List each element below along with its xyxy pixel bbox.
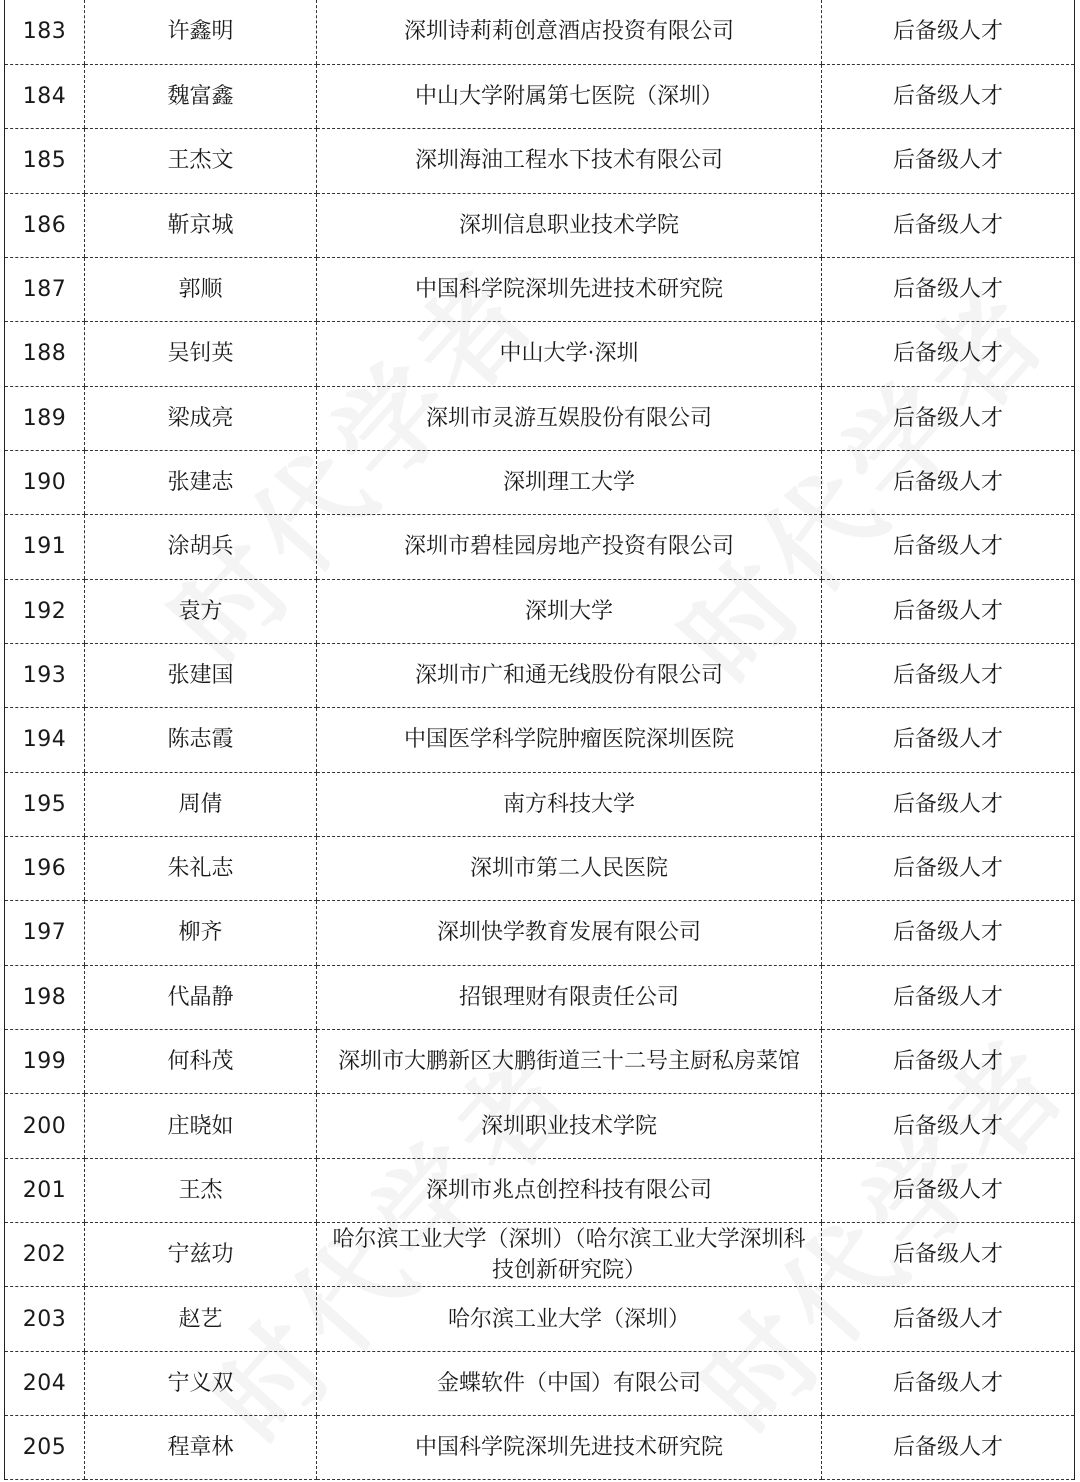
organization-cell: 金蝶软件（中国）有限公司 [317,1351,822,1415]
organization-cell: 深圳诗莉莉创意酒店投资有限公司 [317,0,822,64]
name-cell: 张建国 [85,643,317,707]
row-number-cell: 191 [5,515,85,579]
talent-level-cell: 后备级人才 [822,129,1075,193]
talent-level-cell: 后备级人才 [822,836,1075,900]
organization-cell: 深圳市灵游互娱股份有限公司 [317,386,822,450]
table-row [5,450,1075,514]
organization-cell: 深圳市第二人民医院 [317,836,822,900]
talent-level-cell: 后备级人才 [822,579,1075,643]
table-row [5,579,1075,643]
name-cell: 张建志 [85,450,317,514]
table-row [5,1287,1075,1351]
table-row [5,193,1075,257]
organization-cell: 中国科学院深圳先进技术研究院 [317,1416,822,1480]
table-row [5,64,1075,128]
name-cell: 何科茂 [85,1030,317,1094]
talent-level-cell: 后备级人才 [822,772,1075,836]
organization-cell: 哈尔滨工业大学（深圳） [317,1287,822,1351]
name-cell: 王杰文 [85,129,317,193]
row-number-cell: 192 [5,579,85,643]
name-cell: 袁方 [85,579,317,643]
talent-level-cell: 后备级人才 [822,901,1075,965]
row-number-cell: 190 [5,450,85,514]
table-row [5,836,1075,900]
organization-cell: 深圳市碧桂园房地产投资有限公司 [317,515,822,579]
table-row [5,257,1075,321]
organization-cell: 中国科学院深圳先进技术研究院 [317,257,822,321]
table-body [5,0,1075,1480]
talent-level-cell: 后备级人才 [822,1158,1075,1222]
row-number-cell: 185 [5,129,85,193]
talent-level-cell: 后备级人才 [822,643,1075,707]
name-cell: 宁义双 [85,1351,317,1415]
table-row [5,708,1075,772]
table-row [5,0,1075,64]
row-number-cell: 187 [5,257,85,321]
row-number-cell: 186 [5,193,85,257]
talent-level-cell: 后备级人才 [822,64,1075,128]
row-number-cell: 189 [5,386,85,450]
name-cell: 宁兹功 [85,1223,317,1287]
name-cell: 程章林 [85,1416,317,1480]
row-number-cell: 203 [5,1287,85,1351]
talent-level-cell: 后备级人才 [822,257,1075,321]
organization-cell: 深圳市大鹏新区大鹏街道三十二号主厨私房菜馆 [317,1030,822,1094]
row-number-cell: 193 [5,643,85,707]
talent-level-cell: 后备级人才 [822,322,1075,386]
row-number-cell: 201 [5,1158,85,1222]
name-cell: 靳京城 [85,193,317,257]
organization-cell: 中山大学·深圳 [317,322,822,386]
row-number-cell: 196 [5,836,85,900]
name-cell: 柳齐 [85,901,317,965]
talent-level-cell: 后备级人才 [822,193,1075,257]
talent-level-cell: 后备级人才 [822,708,1075,772]
table-row [5,965,1075,1029]
row-number-cell: 204 [5,1351,85,1415]
name-cell: 庄晓如 [85,1094,317,1158]
table-row [5,643,1075,707]
organization-cell: 哈尔滨工业大学（深圳）（哈尔滨工业大学深圳科技创新研究院） [317,1223,822,1287]
talent-level-cell: 后备级人才 [822,515,1075,579]
organization-cell: 深圳职业技术学院 [317,1094,822,1158]
row-number-cell: 197 [5,901,85,965]
organization-cell: 深圳市广和通无线股份有限公司 [317,643,822,707]
organization-cell: 深圳海油工程水下技术有限公司 [317,129,822,193]
name-cell: 赵艺 [85,1287,317,1351]
name-cell: 魏富鑫 [85,64,317,128]
talent-level-cell: 后备级人才 [822,1223,1075,1287]
name-cell: 朱礼志 [85,836,317,900]
name-cell: 陈志霞 [85,708,317,772]
talent-list-table [4,0,1075,1480]
table-row [5,386,1075,450]
talent-list-table-container [4,0,1074,1480]
name-cell: 王杰 [85,1158,317,1222]
talent-level-cell: 后备级人才 [822,386,1075,450]
name-cell: 梁成亮 [85,386,317,450]
row-number-cell: 205 [5,1416,85,1480]
row-number-cell: 198 [5,965,85,1029]
table-row [5,1351,1075,1415]
table-row [5,1030,1075,1094]
table-row [5,1416,1075,1480]
row-number-cell: 194 [5,708,85,772]
organization-cell: 中国医学科学院肿瘤医院深圳医院 [317,708,822,772]
organization-cell: 深圳市兆点创控科技有限公司 [317,1158,822,1222]
talent-level-cell: 后备级人才 [822,1094,1075,1158]
row-number-cell: 200 [5,1094,85,1158]
row-number-cell: 202 [5,1223,85,1287]
table-row [5,1223,1075,1287]
table-row [5,129,1075,193]
organization-cell: 深圳大学 [317,579,822,643]
row-number-cell: 188 [5,322,85,386]
name-cell: 郭顺 [85,257,317,321]
name-cell: 周倩 [85,772,317,836]
table-row [5,515,1075,579]
table-row [5,772,1075,836]
talent-level-cell: 后备级人才 [822,1351,1075,1415]
row-number-cell: 199 [5,1030,85,1094]
table-row [5,1158,1075,1222]
organization-cell: 招银理财有限责任公司 [317,965,822,1029]
name-cell: 吴钊英 [85,322,317,386]
table-row [5,901,1075,965]
row-number-cell: 195 [5,772,85,836]
talent-level-cell: 后备级人才 [822,1287,1075,1351]
name-cell: 涂胡兵 [85,515,317,579]
table-row [5,322,1075,386]
name-cell: 许鑫明 [85,0,317,64]
name-cell: 代晶静 [85,965,317,1029]
organization-cell: 深圳理工大学 [317,450,822,514]
talent-level-cell: 后备级人才 [822,1030,1075,1094]
row-number-cell: 183 [5,0,85,64]
row-number-cell: 184 [5,64,85,128]
organization-cell: 中山大学附属第七医院（深圳） [317,64,822,128]
talent-level-cell: 后备级人才 [822,1416,1075,1480]
table-row [5,1094,1075,1158]
talent-level-cell: 后备级人才 [822,450,1075,514]
organization-cell: 深圳快学教育发展有限公司 [317,901,822,965]
organization-cell: 南方科技大学 [317,772,822,836]
talent-level-cell: 后备级人才 [822,0,1075,64]
talent-level-cell: 后备级人才 [822,965,1075,1029]
organization-cell: 深圳信息职业技术学院 [317,193,822,257]
